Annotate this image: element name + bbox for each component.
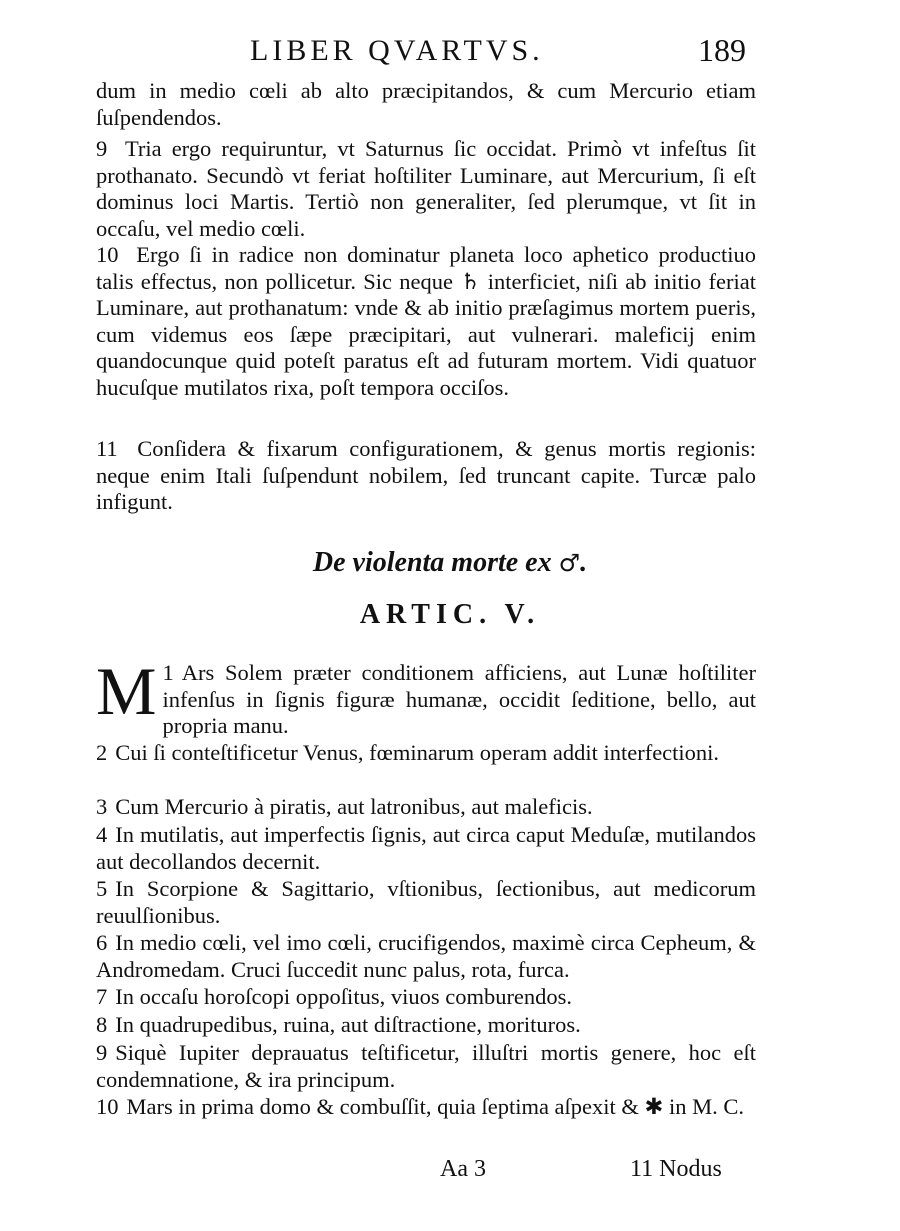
paragraph-text: Conſidera & fixarum configurationem, & genus mortis regionis: neque enim Itali ſuſpendunt nobilem, ſed truncant capite. Turcæ palo infigunt. bbox=[96, 436, 757, 514]
paragraph-number: 9 bbox=[96, 136, 108, 161]
paragraph-text: Tria ergo requiruntur, vt Saturnus ſic occidat. Primò vt infeſtus ſit prothanato. Secundò vt feriat hoſtiliter Luminare, aut Mercurium, ſi eſt dominus loci Martis. Tertiò non generaliter, ſed plerumque, vt ſit in occaſu, vel medio cœli. bbox=[96, 136, 757, 241]
paragraph-number: 4 bbox=[96, 822, 108, 847]
article-heading: ARTIC. V. bbox=[359, 599, 541, 630]
paragraph-text: dum in medio cœli ab alto præcipitandos, & cum Mercurio etiam ſuſpendendos. bbox=[96, 78, 756, 130]
paragraph-number: 5 bbox=[96, 876, 108, 901]
paragraph-text: Mars in prima domo & combuſſit, quia ſeptima aſpexit & ✱ in M. C. bbox=[126, 1094, 745, 1119]
paragraph-text: In quadrupedibus, ruina, aut diſtractione, morituros. bbox=[115, 1012, 581, 1037]
mars-symbol-icon: ♂ bbox=[558, 549, 581, 577]
section-title bbox=[0, 546, 900, 580]
paragraph-number: 7 bbox=[96, 984, 108, 1009]
paragraph-number: 6 bbox=[96, 930, 108, 955]
section-title-text: De violenta morte ex bbox=[312, 547, 552, 578]
paragraph-11 bbox=[96, 436, 756, 516]
section-title-period: . bbox=[580, 547, 588, 578]
page-footer bbox=[0, 1156, 900, 1192]
paragraph-text: Ars Solem præter conditionem afficiens, aut Lunæ hoſtiliter infenſus in ſignis figuræ humanæ, occidit ſeditione, bello, aut propria manu. bbox=[162, 660, 756, 738]
paragraph-9 bbox=[96, 136, 756, 242]
paragraph-number: 1 bbox=[162, 660, 174, 685]
paragraph-continued bbox=[96, 78, 756, 131]
paragraph-text: Ergo ſi in radice non dominatur planeta loco aphetico productiuo talis effectus, non pollicetur. Sic neque ♄ interficiet, niſi ab initio feriat Luminare, aut prothanatum: vnde & ab initio præſagimus mortem pueris, cum videmus eos ſæpe præcipitari, aut vulnerari. maleficij enim quandocunque quid poteſt paratus eſt ad futuram mortem. Vidi quatuor hucuſque mutilatos rixa, poſt tempora occiſos. bbox=[96, 242, 756, 400]
catchword: 11 Nodus bbox=[630, 1156, 722, 1182]
drop-cap-initial: M bbox=[96, 653, 157, 729]
paragraph-number: 3 bbox=[96, 794, 108, 819]
paragraph-text: In mutilatis, aut imperfectis ſignis, aut circa caput Meduſæ, mutilandos aut decollandos decernit. bbox=[96, 822, 756, 874]
paragraph-number: 9 bbox=[96, 1040, 108, 1065]
article-paragraph-7 bbox=[96, 984, 756, 1011]
paragraph-number: 2 bbox=[96, 740, 108, 765]
article-paragraph-4 bbox=[96, 822, 756, 875]
signature-mark: Aa 3 bbox=[440, 1156, 486, 1182]
article-paragraph-5 bbox=[96, 876, 756, 929]
paragraph-number: 8 bbox=[96, 1012, 108, 1037]
article-paragraph-2 bbox=[96, 740, 756, 767]
paragraph-text: Cum Mercurio à piratis, aut latronibus, aut maleficis. bbox=[115, 794, 593, 819]
article-paragraph-9 bbox=[96, 1040, 756, 1093]
paragraph-number: 11 bbox=[96, 436, 118, 461]
article-paragraph-6 bbox=[96, 930, 756, 983]
article-paragraph-3 bbox=[96, 794, 756, 821]
paragraph-text: In occaſu horoſcopi oppoſitus, viuos comburendos. bbox=[115, 984, 573, 1009]
article-paragraph-1 bbox=[96, 653, 756, 740]
running-title: LIBER QVARTVS. bbox=[250, 34, 544, 67]
paragraph-10 bbox=[96, 242, 756, 401]
paragraph-text: In Scorpione & Sagittario, vſtionibus, ſectionibus, aut medicorum reuulſionibus. bbox=[96, 876, 756, 928]
paragraph-number: 10 bbox=[96, 1094, 119, 1119]
paragraph-text: Cui ſi conteſtificetur Venus, fœminarum operam addit interfectioni. bbox=[115, 740, 720, 765]
running-head bbox=[0, 30, 900, 80]
article-paragraph-10 bbox=[96, 1094, 756, 1121]
page-number: 189 bbox=[698, 32, 746, 68]
paragraph-number: 10 bbox=[96, 242, 119, 267]
paragraph-text: Siquè Iupiter deprauatus teſtificetur, illuſtri mortis genere, hoc eſt condemnatione, & ira principum. bbox=[96, 1040, 756, 1092]
article-paragraph-8 bbox=[96, 1012, 756, 1039]
paragraph-text: In medio cœli, vel imo cœli, crucifigendos, maximè circa Cepheum, & Andromedam. Cruci ſuccedit nunc palus, rota, furca. bbox=[96, 930, 756, 982]
